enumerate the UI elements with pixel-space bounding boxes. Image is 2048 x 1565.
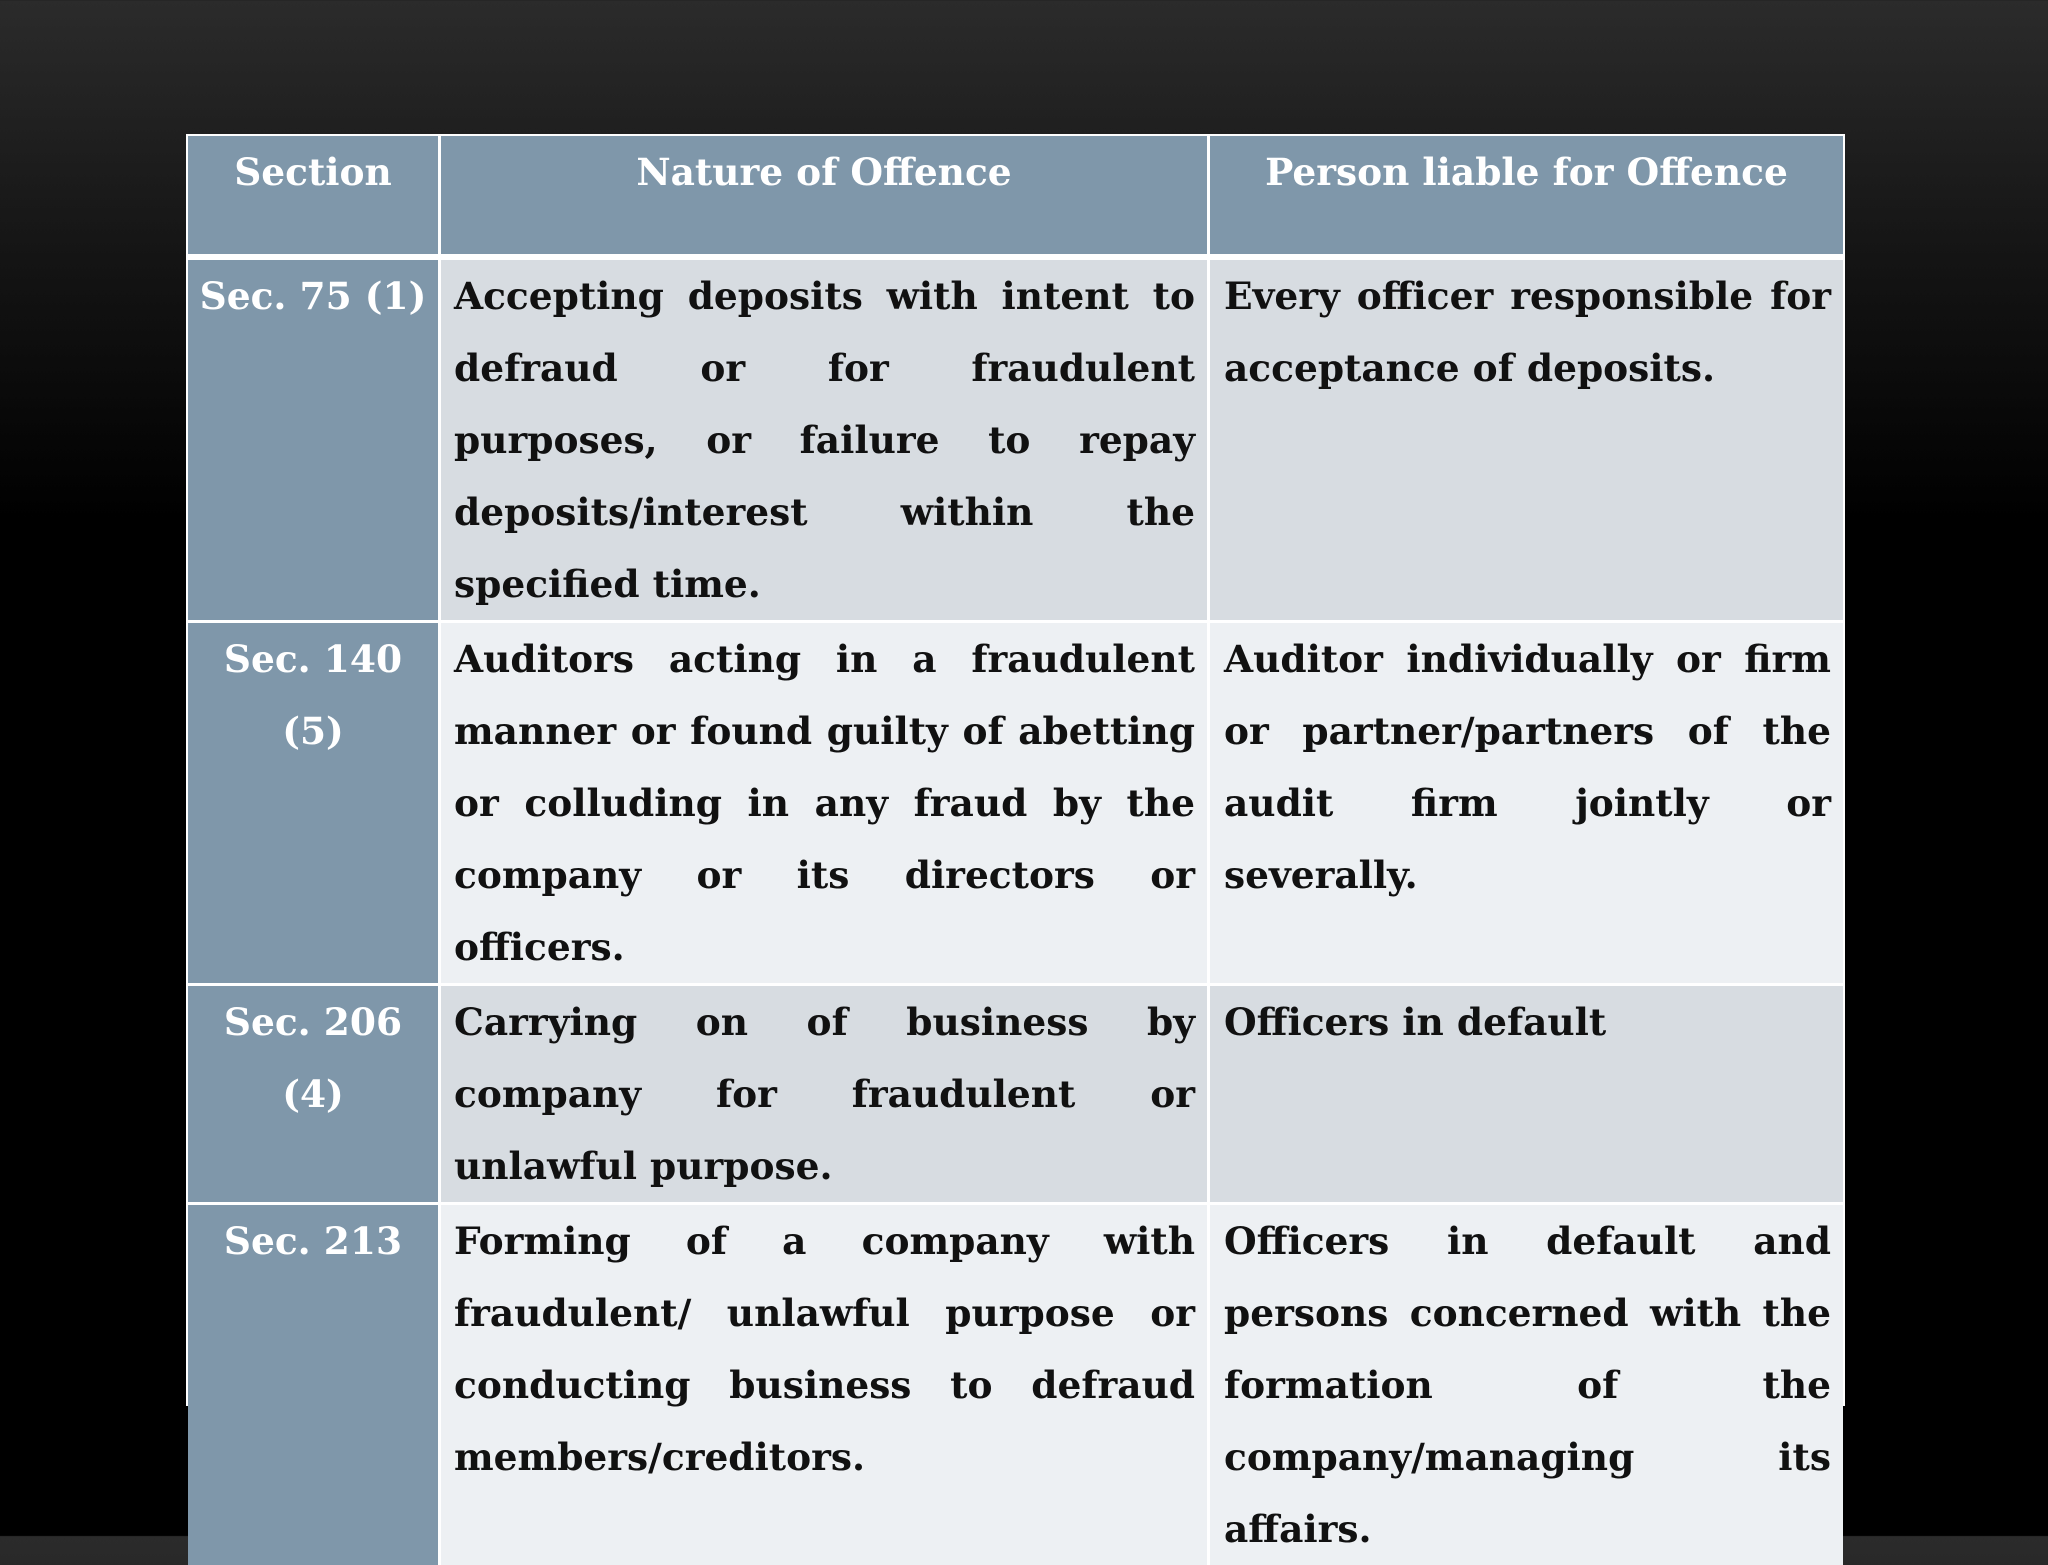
nature-cell: Carrying on of business by company for fraudulent or unlawful purpose. (438, 983, 1207, 1202)
table-row (188, 1202, 1843, 1565)
nature-cell: Forming of a company with fraudulent/ unlawful purpose or conducting business to defraud members/creditors. (438, 1202, 1207, 1565)
table-row (188, 620, 1843, 983)
person-cell: Every officer responsible for acceptance of deposits. (1207, 260, 1843, 620)
person-cell: Auditor individually or firm or partner/partners of the audit firm jointly or severally. (1207, 620, 1843, 983)
offences-table (188, 136, 1843, 1565)
header-person-liable: Person liable for Offence (1207, 136, 1843, 260)
table-row (188, 983, 1843, 1202)
offences-table-frame (186, 134, 1845, 1551)
header-section: Section (188, 136, 438, 260)
person-cell: Officers in default (1207, 983, 1843, 1202)
table-row (188, 260, 1843, 620)
table-header-row (188, 136, 1843, 260)
section-cell: Sec. 213 (188, 1202, 438, 1565)
nature-cell: Accepting deposits with intent to defraud or for fraudulent purposes, or failure to repay deposits/interest within the specified time. (438, 260, 1207, 620)
section-cell: Sec. 140 (5) (188, 620, 438, 983)
nature-cell: Auditors acting in a fraudulent manner or found guilty of abetting or colluding in any fraud by the company or its directors or officers. (438, 620, 1207, 983)
section-cell: Sec. 75 (1) (188, 260, 438, 620)
person-cell: Officers in default and persons concerned with the formation of the company/managing its affairs. (1207, 1202, 1843, 1565)
section-cell: Sec. 206 (4) (188, 983, 438, 1202)
header-nature-of-offence: Nature of Offence (438, 136, 1207, 260)
